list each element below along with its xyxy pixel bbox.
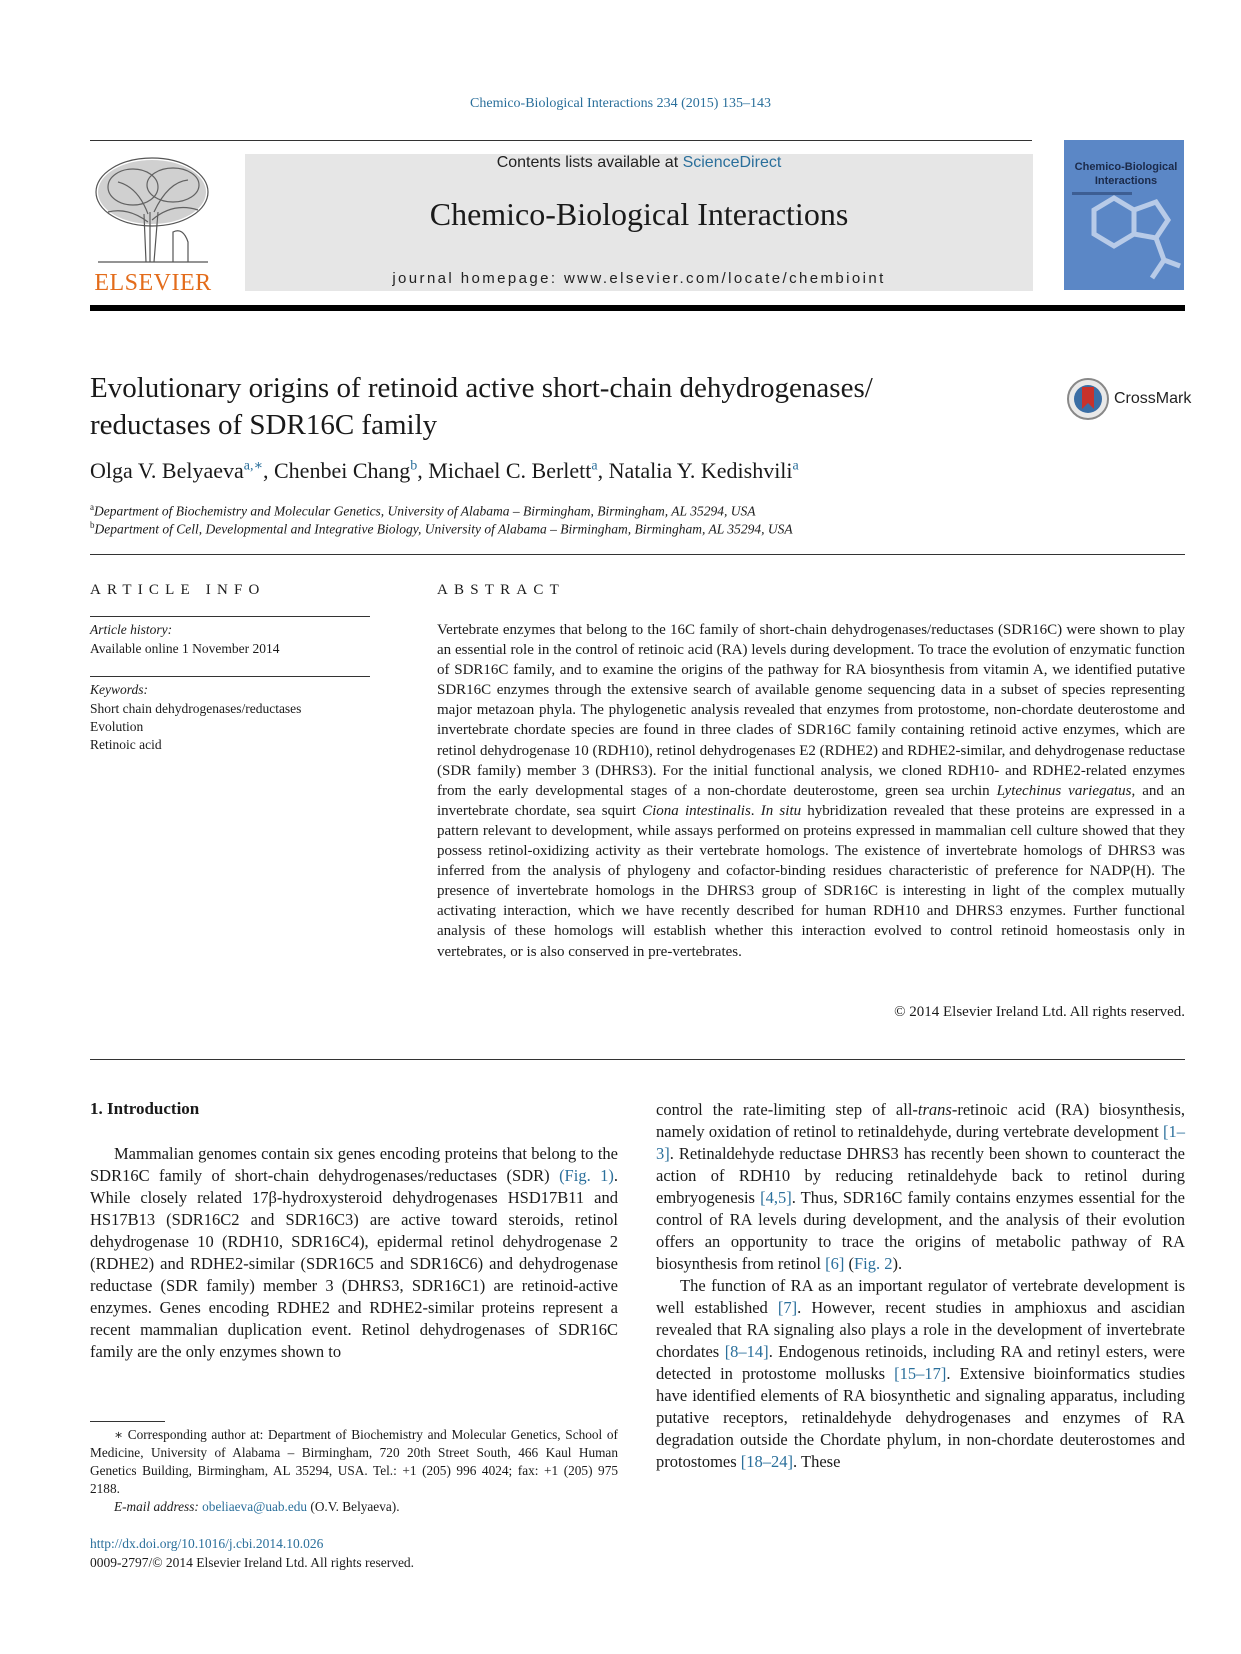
author-1 (90, 458, 274, 483)
intro-heading: 1. Introduction (90, 1099, 200, 1118)
author-sup[interactable]: a,∗ (243, 459, 263, 474)
journal-banner (245, 154, 1033, 291)
abstract-p1: Vertebrate enzymes that belong to the 16C family of short-chain dehydrogenases/reductases (SDR16C) were shown to play an essential role in the control of retinoic acid (RA) levels during development. To trace the evolution of enzymatic function of SDR16C family, and to examine the origins of the pathway for RA biosynthesis from vitamin A, we identified putative SDR16C enzymes through the extensive search of available genome sequencing data in a subset of species representing major metazoan phyla. The phylogenetic analysis revealed that enzymes from protostome, non-chordate deuterostome and invertebrate chordate species are found in three clades of SDR16C family containing retinoid active enzymes, which are retinol dehydrogenase 10 (RDH10), retinol dehydrogenases E2 (RDHE2) and RDHE2-similar, and dehydrogenase reductase (SDR family) member 3 (DHRS3). For the initial functional analysis, we cloned RDH10- and RDHE2-related enzymes from the early developmental stages of a non-chordate deuterostome, green sea urchin (437, 622, 1185, 799)
article-info-heading: ARTICLE INFO (90, 582, 266, 598)
ref-link[interactable]: [1–3] (656, 1122, 1185, 1163)
intro-paragraph-1-cont (656, 1099, 1185, 1275)
author-sup[interactable]: a (792, 459, 799, 474)
history-value: Available online 1 November 2014 (90, 641, 280, 656)
contents-prefix: Contents lists available at (496, 154, 683, 171)
crossmark-label: CrossMark (1114, 390, 1192, 407)
author-3 (428, 458, 608, 483)
journal-cover (1064, 140, 1184, 290)
intro-text: . These (793, 1452, 841, 1471)
keyword-item: Evolution (90, 719, 144, 734)
affiliation-b (90, 520, 793, 538)
fig2-link[interactable]: Fig. 2 (853, 1254, 893, 1273)
elsevier-wordmark: ELSEVIER (94, 270, 212, 296)
intro-text: . Retinaldehyde reductase DHRS3 has recently been shown to counteract the action of RDH10 by reducing retinaldehyde back to retinol during embryogenesis (656, 1144, 1185, 1207)
author-name: Michael C. Berlett (428, 458, 592, 484)
author-name: Chenbei Chang (274, 458, 411, 484)
ref-link[interactable]: [6] (825, 1254, 845, 1273)
ref-link[interactable]: [4,5] (760, 1188, 792, 1207)
author-2 (274, 458, 428, 483)
ref-link[interactable]: [18–24] (740, 1452, 794, 1471)
keywords-label: Keywords: (90, 682, 148, 697)
abstract-heading: ABSTRACT (437, 582, 565, 598)
article-info-rule-1 (90, 616, 370, 617)
author-list (90, 458, 799, 484)
abstract-p3: . (750, 802, 761, 819)
author-name: Natalia Y. Kedishvili (608, 458, 793, 484)
email-label: E-mail address: (114, 1499, 203, 1514)
footnote-rule (90, 1421, 165, 1422)
elsevier-logo (88, 152, 218, 296)
author-sep: , (263, 458, 274, 484)
fig1-link[interactable]: (Fig. 1) (559, 1166, 614, 1185)
cover-title-line1: Chemico-Biological (1074, 161, 1178, 173)
author-name: Olga V. Belyaeva (90, 458, 244, 484)
author-sup[interactable]: a (591, 459, 598, 474)
abstract-body (437, 620, 1185, 962)
intro-text: ( (844, 1254, 854, 1273)
contents-line (245, 154, 1033, 172)
intro-paragraph-2 (656, 1275, 1185, 1473)
keyword-item: Short chain dehydrogenases/reductases (90, 701, 302, 716)
email-line (90, 1498, 618, 1516)
intro-text: . Extensive bioinformatics studies have identified elements of RA biosynthetic and signaling apparatus, including putative receptors, retinaldehyde dehydrogenases and enzymes of RA degradation outside the Chordate phylum, in non-chordate deuterostomes and protostomes (656, 1364, 1185, 1471)
email-suffix: (O.V. Belyaeva). (307, 1499, 400, 1514)
author-sep: , (417, 458, 429, 484)
intro-text: . While closely related 17β-hydroxysteroid dehydrogenases HSD17B11 and HS17B13 (SDR16C2 and SDR16C3) are active toward steroids, retinol dehydrogenase 10 (RDH10, SDR16C4), epidermal retinol dehydrogenase 2 (RDHE2) and RDHE2-similar (SDR16C5 and SDR16C6) and dehydrogenase reductase (SDR family) member 3 (DHRS3, SDR16C1) are retinoid-active enzymes. Genes encoding RDHE2 and RDHE2-similar proteins represent a recent mammalian duplication event. Retinol dehydrogenases of SDR16C family are the only enzymes shown to (90, 1166, 619, 1361)
sciencedirect-link[interactable]: ScienceDirect (682, 154, 782, 171)
intro-paragraph-1 (90, 1143, 618, 1363)
intro-text: Mammalian genomes contain six genes encoding proteins that belong to the SDR16C family of short-chain dehydrogenases/reductases (SDR) (90, 1144, 618, 1185)
abstract-species1: Lytechinus variegatus (996, 782, 1132, 799)
intro-text-italic: trans (917, 1100, 952, 1119)
title-line2: reductases of SDR16C family (90, 409, 438, 441)
crossmark-icon (1066, 377, 1110, 421)
author-4 (609, 458, 799, 483)
intro-left-column (90, 1143, 618, 1363)
affiliation-text: Department of Biochemistry and Molecular Genetics, University of Alabama – Birmingham, Birmingham, AL 35294, USA (94, 503, 756, 519)
intro-right-column (656, 1099, 1185, 1473)
keyword-item: Retinoic acid (90, 737, 162, 752)
email-link[interactable]: obeliaeva@uab.edu (202, 1499, 308, 1514)
author-sep: , (597, 458, 609, 484)
intro-text: -retinoic acid (RA) biosynthesis, namely oxidation of retinol to retinaldehyde, during vertebrate development (656, 1100, 1185, 1141)
abstract-p2: , and an invertebrate chordate, sea squirt (437, 782, 1185, 819)
article-title (90, 370, 1010, 444)
elsevier-tree-icon (88, 152, 218, 267)
title-line1: Evolutionary origins of retinoid active short-chain dehydrogenases/ (90, 372, 873, 404)
affiliation-rule (90, 554, 1185, 555)
abstract-p4: hybridization revealed that these proteins are expressed in a pattern relevant to development, while assays performed on proteins expressed in mammalian cell culture showed that they possess retinol-oxidizing activity as their vertebrate homologs. The existence of invertebrate homologs of DHRS3 was inferred from the analysis of phylogeny and cofactor-binding residues characteristic of preference for NADP(H). The presence of invertebrate homologs in the DHRS3 group of SDR16C is interesting in light of the complex mutually activating interaction, which we have recently described for human RDH10 and DHRS3 enzymes. Further functional analysis of these homologs will establish whether this interaction evolved to control retinoid homeostasis only in vertebrates, or is also conserved in pre-vertebrates. (437, 802, 1185, 960)
keywords-list (90, 700, 301, 754)
affiliation-sup: b (90, 520, 95, 530)
issn-line: 0009-2797/© 2014 Elsevier Ireland Ltd. All rights reserved. (90, 1555, 415, 1570)
intro-text: . However, recent studies in amphioxus and ascidian revealed that RA signaling also plays a role in the development of invertebrate chordates (656, 1298, 1186, 1361)
cover-title-line2: Interactions (1094, 175, 1158, 187)
abstract-copyright: © 2014 Elsevier Ireland Ltd. All rights reserved. (894, 1004, 1185, 1020)
header-top-rule (90, 140, 1032, 141)
article-info-rule-2 (90, 676, 370, 677)
intro-text: The function of RA as an important regulator of vertebrate development is well established (656, 1276, 1185, 1317)
history-label: Article history: (90, 622, 173, 637)
journal-homepage[interactable]: journal homepage: www.elsevier.com/locate/chembioint (392, 270, 886, 287)
affiliation-text: Department of Cell, Developmental and Integrative Biology, University of Alabama – Birmingham, Birmingham, AL 35294, USA (94, 521, 793, 537)
crossmark-badge[interactable] (1066, 377, 1191, 419)
ref-link[interactable]: [7] (777, 1298, 798, 1317)
header-thick-rule (90, 305, 1185, 311)
journal-name: Chemico-Biological Interactions (429, 196, 849, 232)
journal-citation[interactable]: Chemico-Biological Interactions 234 (2015) 135–143 (470, 96, 771, 111)
author-sup[interactable]: b (410, 459, 418, 474)
affiliation-a (90, 502, 755, 520)
intro-text: ). (892, 1254, 903, 1273)
corresponding-footnote (90, 1426, 618, 1516)
ref-link[interactable]: [8–14] (724, 1342, 769, 1361)
abstract-insitu: In situ (760, 802, 802, 819)
ref-link[interactable]: [15–17] (894, 1364, 947, 1383)
intro-text: . Thus, SDR16C family contains enzymes essential for the control of RA levels during development, and the analysis of their evolution offers an opportunity to trace the origins of metabolic pathway of RA biosynthesis from retinol (656, 1188, 1185, 1273)
cover-title (1072, 160, 1180, 188)
intro-text: . Endogenous retinoids, including RA and retinyl esters, were detected in protostome mollusks (656, 1342, 1185, 1383)
doi-link[interactable]: http://dx.doi.org/10.1016/j.cbi.2014.10.026 (90, 1536, 324, 1551)
abstract-rule (90, 1059, 1185, 1060)
abstract-species2: Ciona intestinalis (642, 802, 751, 819)
affiliation-sup: a (90, 502, 94, 512)
corresponding-author-text: ∗ Corresponding author at: Department of Biochemistry and Molecular Genetics, School of Medicine, University of Alabama – Birmingham, 720 20th Street South, 466 Kaul Human Genetics Building, Birmingham, AL 35294, USA. Tel.: +1 (205) 996 4024; fax: +1 (205) 975 2188. (90, 1427, 618, 1496)
intro-text: control the rate-limiting step of all- (656, 1100, 918, 1119)
